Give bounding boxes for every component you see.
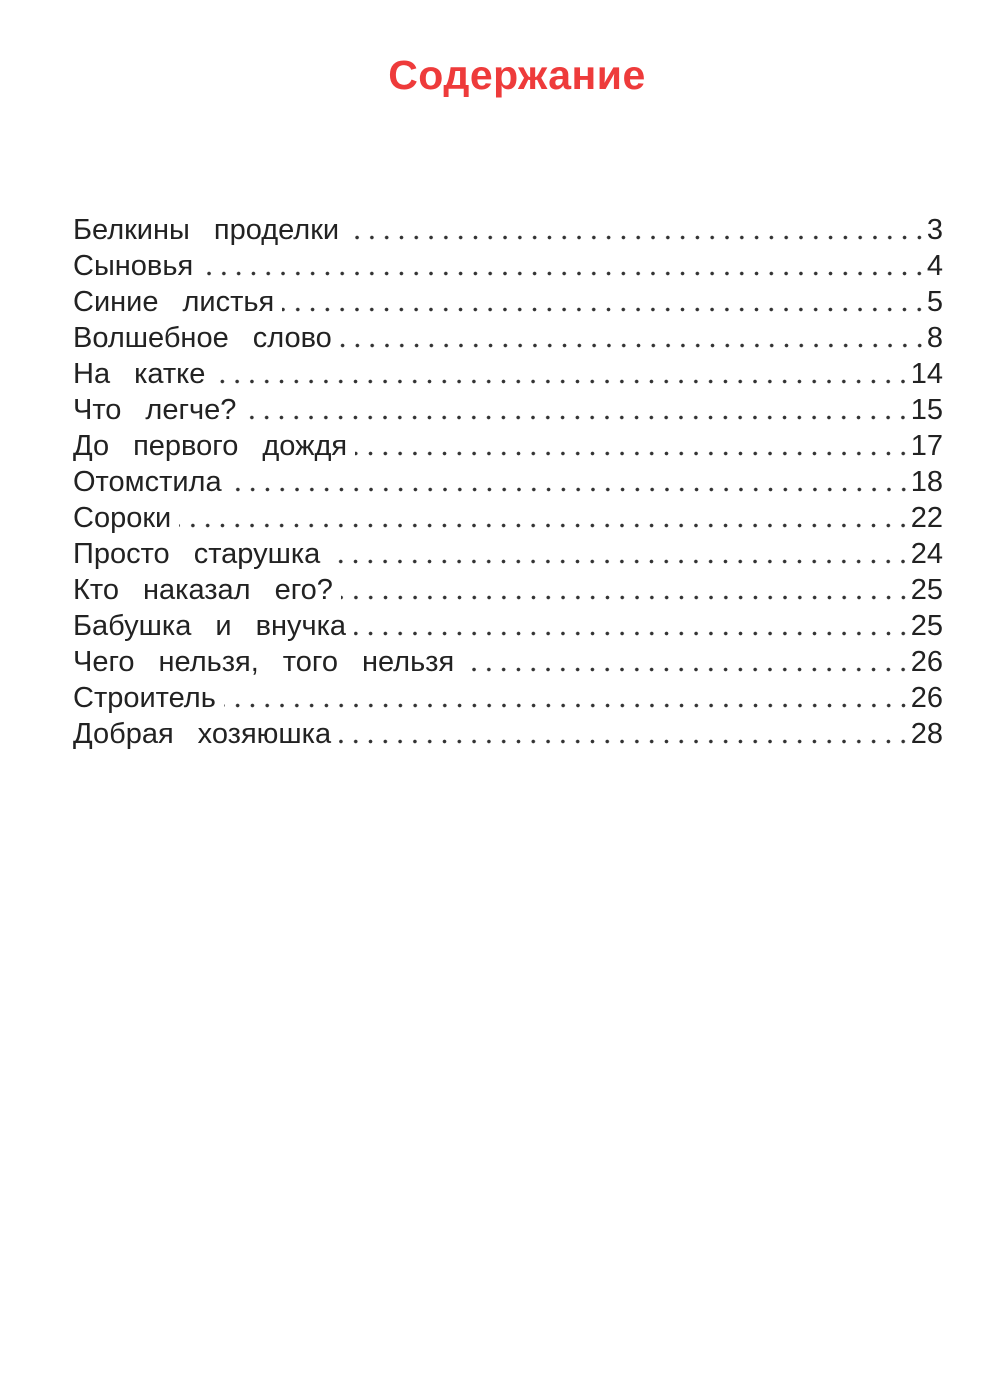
toc-entry[interactable] (73, 284, 943, 320)
toc-entry-page: 8 (926, 322, 943, 354)
toc-entry-page: 17 (910, 430, 943, 462)
toc-entry-page: 22 (910, 502, 943, 534)
toc-entry[interactable] (73, 464, 943, 500)
dot-leader (230, 487, 911, 492)
toc-entry[interactable] (73, 572, 943, 608)
toc-entry[interactable] (73, 248, 943, 284)
dot-leader (354, 631, 911, 636)
dot-leader (179, 523, 911, 528)
toc-entry-page: 18 (910, 466, 943, 498)
toc-entry-page: 15 (910, 394, 943, 426)
toc-entry-page: 14 (910, 358, 943, 390)
dot-leader (462, 667, 911, 672)
toc-entry-page: 24 (910, 538, 943, 570)
dot-leader (282, 307, 927, 312)
toc-entry-title: Кто наказал его? (73, 574, 333, 606)
dot-leader (355, 451, 911, 456)
toc-entry-title: Синие листья (73, 286, 275, 318)
toc-entry-page: 3 (926, 214, 943, 246)
toc-entry-title: Волшебное слово (73, 322, 332, 354)
toc-entry[interactable] (73, 644, 943, 680)
toc-entry[interactable] (73, 716, 943, 752)
toc-entry-page: 4 (926, 250, 943, 282)
toc-entry-title: Что легче? (73, 394, 237, 426)
dot-leader (201, 271, 927, 276)
toc-entry-title: До первого дождя (73, 430, 348, 462)
toc-entry[interactable] (73, 428, 943, 464)
toc-entry[interactable] (73, 500, 943, 536)
toc-entry[interactable] (73, 608, 943, 644)
toc-entry-page: 5 (926, 286, 943, 318)
toc-entry-page: 25 (910, 574, 943, 606)
toc-entry-title: Просто старушка (73, 538, 321, 570)
toc-entry-title: Добрая хозяюшка (73, 718, 332, 750)
dot-leader (244, 415, 910, 420)
dot-leader (213, 379, 910, 384)
dot-leader (341, 595, 911, 600)
page-title: Содержание (388, 52, 646, 98)
dot-leader (328, 559, 910, 564)
toc-entry-title: На катке (73, 358, 206, 390)
toc-entry-page: 25 (910, 610, 943, 642)
toc-entry[interactable] (73, 320, 943, 356)
toc-entry-title: Бабушка и внучка (73, 610, 347, 642)
toc-entry-title: Строитель (73, 682, 216, 714)
toc-entry[interactable] (73, 680, 943, 716)
toc-entry[interactable] (73, 536, 943, 572)
toc-entry-page: 26 (910, 646, 943, 678)
dot-leader (224, 703, 911, 708)
dot-leader (340, 343, 927, 348)
toc-entry-page: 28 (910, 718, 943, 750)
toc-entry-title: Чего нельзя, того нельзя (73, 646, 455, 678)
toc-entry-title: Белкины проделки (73, 214, 340, 246)
table-of-contents (73, 212, 943, 752)
toc-entry-title: Сыновья (73, 250, 194, 282)
dot-leader (347, 235, 927, 240)
toc-entry[interactable] (73, 356, 943, 392)
toc-entry-title: Сороки (73, 502, 172, 534)
dot-leader (339, 739, 911, 744)
toc-entry[interactable] (73, 392, 943, 428)
toc-entry-title: Отомстила (73, 466, 222, 498)
toc-entry-page: 26 (910, 682, 943, 714)
toc-entry[interactable] (73, 212, 943, 248)
